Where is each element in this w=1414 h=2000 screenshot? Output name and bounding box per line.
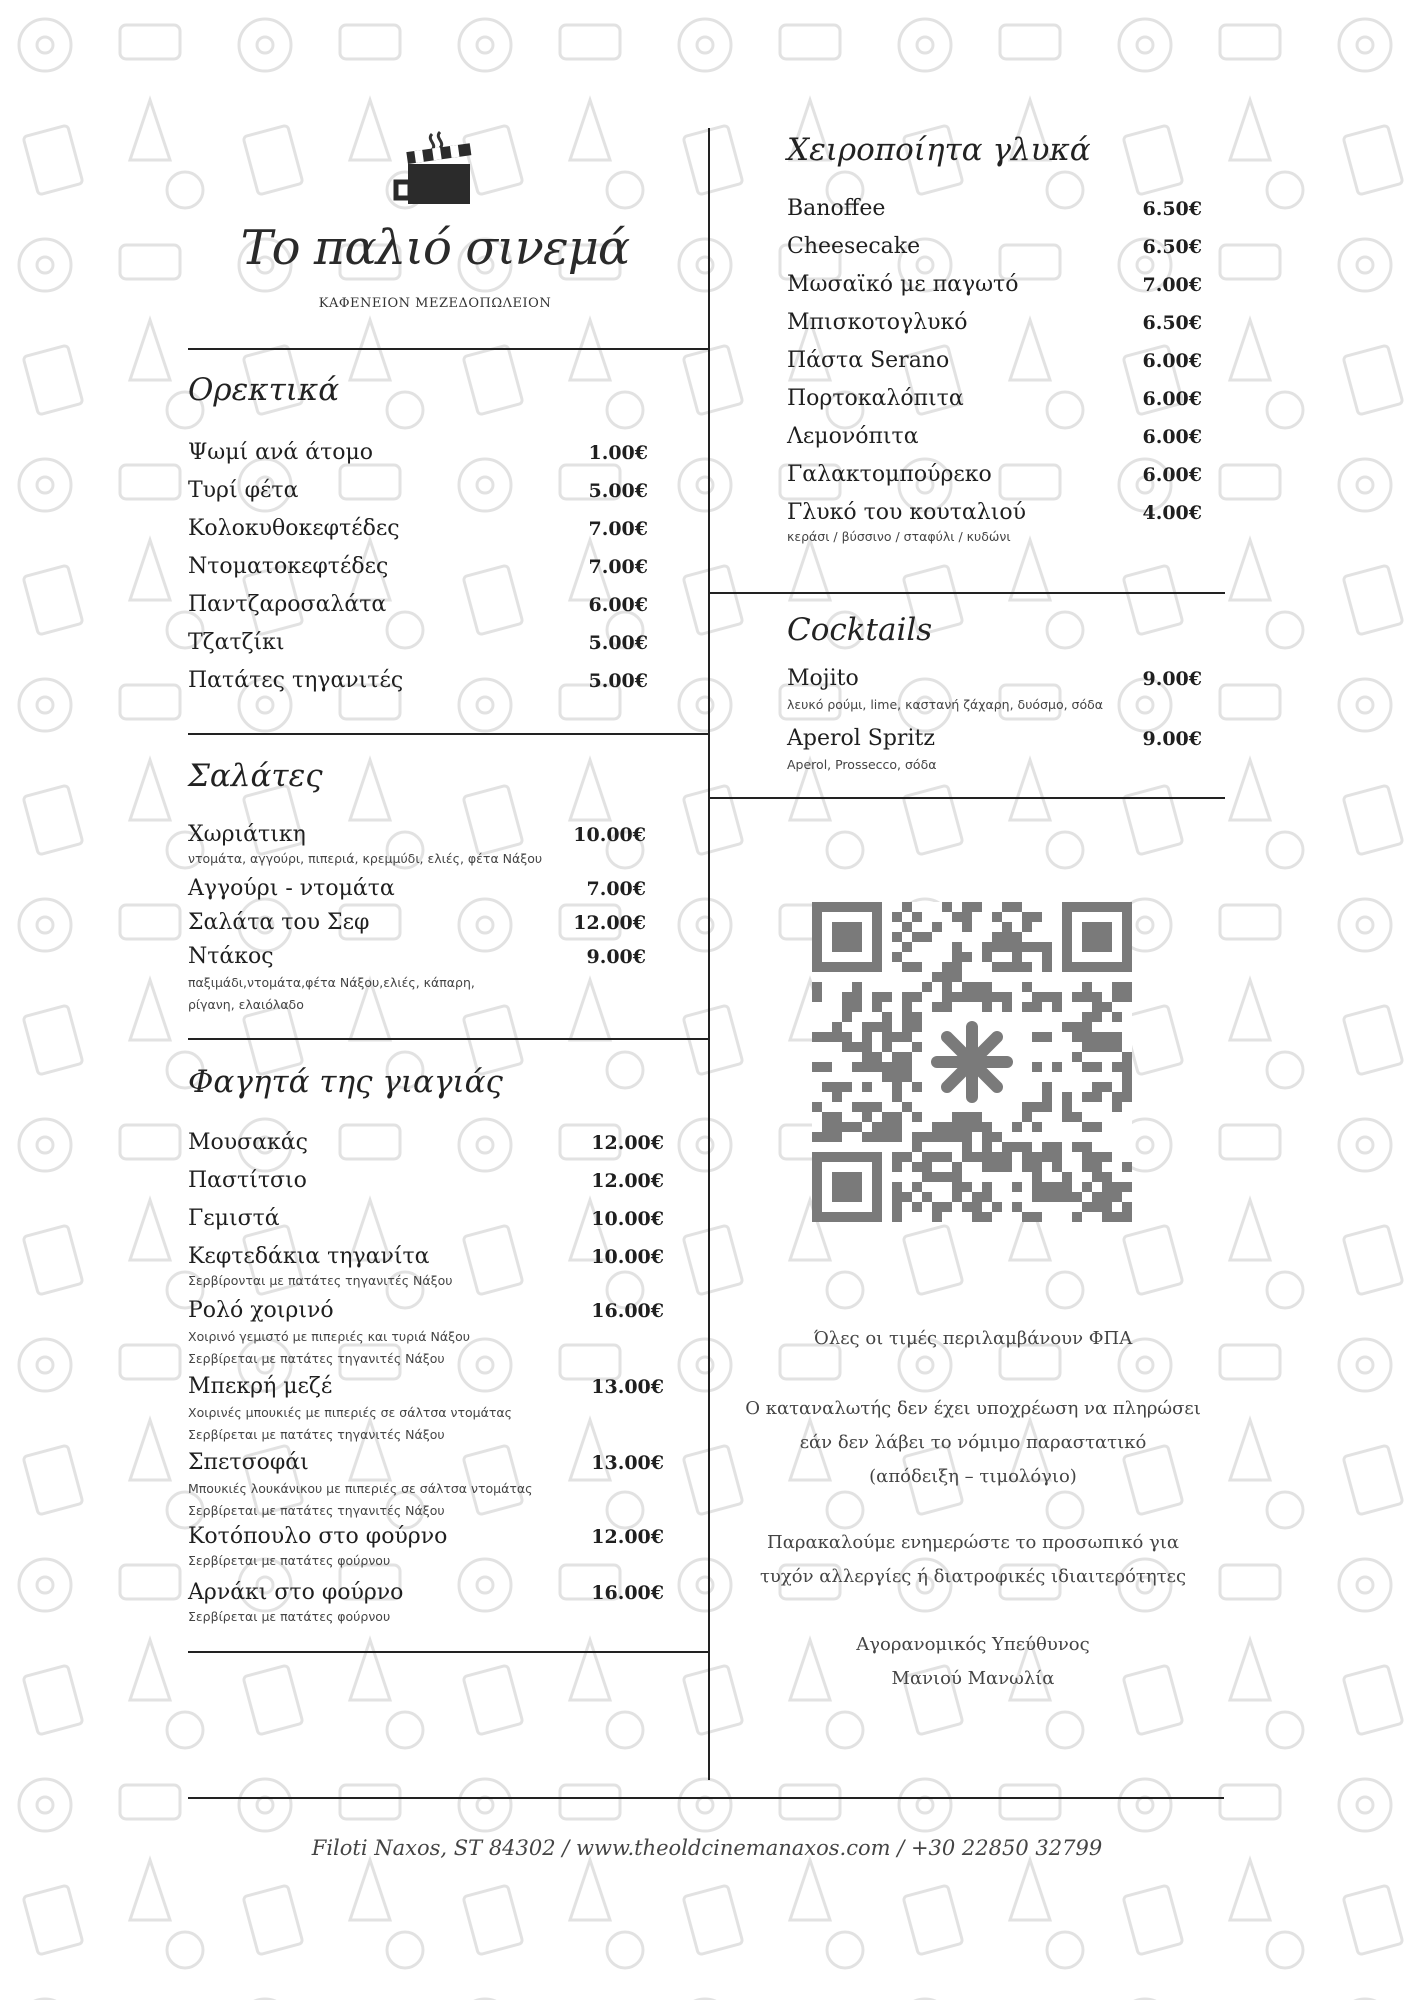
item-description: παξιμάδι,ντομάτα,φέτα Νάξου,ελιές, κάπαρη, <box>188 975 475 990</box>
qr-code[interactable] <box>812 902 1132 1222</box>
divider-giagia <box>188 1651 708 1653</box>
item-price: 13.00€ <box>591 1376 664 1398</box>
allergy-notice <box>708 1526 1238 1594</box>
item-price: 6.50€ <box>1142 236 1202 258</box>
item-name: Ντοματοκεφτέδες <box>188 554 389 579</box>
section-title-salates: Σαλάτες <box>188 758 323 794</box>
item-description: Σερβίρεται με πατάτες τηγανιτές Νάξου <box>188 1503 445 1518</box>
divider-orektika <box>188 733 708 735</box>
item-name: Πατάτες τηγανιτές <box>188 668 404 693</box>
item-description: κεράσι / βύσσινο / σταφύλι / κυδώνι <box>787 529 1011 544</box>
item-price: 9.00€ <box>1142 668 1202 690</box>
item-name: Πάστα Serano <box>787 348 950 373</box>
item-price: 10.00€ <box>591 1246 664 1268</box>
item-price: 16.00€ <box>591 1582 664 1604</box>
item-name: Παντζαροσαλάτα <box>188 592 387 617</box>
item-description: Μπουκιές λουκάνικου με πιπεριές σε σάλτσα ντομάτας <box>188 1481 533 1496</box>
divider-logo <box>188 348 708 350</box>
clapperboard-icon <box>380 130 490 210</box>
item-price: 16.00€ <box>591 1300 664 1322</box>
item-price: 12.00€ <box>573 912 646 934</box>
item-price: 6.50€ <box>1142 312 1202 334</box>
divider-footer <box>188 1797 1224 1799</box>
item-name: Παστίτσιο <box>188 1168 307 1193</box>
item-name: Αγγούρι - ντομάτα <box>188 876 395 901</box>
divider-cocktails <box>708 797 1225 799</box>
item-name: Κεφτεδάκια τηγανίτα <box>188 1244 430 1269</box>
footer-contact: Filoti Naxos, ST 84302 / www.theoldcinemanaxos.com / +30 22850 32799 <box>311 1836 1103 1860</box>
brand-subtitle: ΚΑΦΕΝΕΙΟΝ ΜΕΖΕΔΟΠΩΛΕΙΟΝ <box>318 296 552 311</box>
item-name: Τυρί φέτα <box>188 478 299 503</box>
notice-line: Παρακαλούμε ενημερώστε το προσωπικό για <box>767 1532 1179 1553</box>
item-price: 5.00€ <box>588 480 648 502</box>
item-name: Χωριάτικη <box>188 822 306 847</box>
item-name: Γλυκό του κουταλιού <box>787 500 1026 525</box>
divider-glyka <box>708 592 1225 594</box>
item-name: Ρολό χοιρινό <box>188 1298 334 1323</box>
notice-line: εάν δεν λάβει το νόμιμο παραστατικό <box>799 1432 1147 1453</box>
item-name: Πορτοκαλόπιτα <box>787 386 964 411</box>
brand-logo <box>230 130 640 330</box>
item-price: 4.00€ <box>1142 502 1202 524</box>
item-name: Αρνάκι στο φούρνο <box>188 1580 404 1605</box>
section-title-giagia: Φαγητά της γιαγιάς <box>188 1064 503 1100</box>
item-description: λευκό ρούμι, lime, καστανή ζάχαρη, δυόσμο, σόδα <box>787 697 1104 712</box>
item-name: Ψωμί ανά άτομο <box>188 440 374 465</box>
item-price: 7.00€ <box>586 878 646 900</box>
item-name: Κολοκυθοκεφτέδες <box>188 516 400 541</box>
item-price: 12.00€ <box>591 1132 664 1154</box>
notice-line: Ο καταναλωτής δεν έχει υποχρέωση να πληρώσει <box>745 1398 1201 1419</box>
item-price: 1.00€ <box>588 442 648 464</box>
item-price: 6.00€ <box>1142 388 1202 410</box>
item-price: 7.00€ <box>588 518 648 540</box>
item-name: Banoffee <box>787 196 886 221</box>
item-price: 10.00€ <box>573 824 646 846</box>
brand-name: Το παλιό σινεμά <box>240 220 630 276</box>
item-description: Σερβίρεται με πατάτες τηγανιτές Νάξου <box>188 1427 445 1442</box>
item-price: 6.00€ <box>588 594 648 616</box>
responsible-notice <box>708 1628 1238 1696</box>
item-name: Μπισκοτογλυκό <box>787 310 968 335</box>
item-price: 9.00€ <box>1142 728 1202 750</box>
item-description: Σερβίρονται με πατάτες τηγανιτές Νάξου <box>188 1273 453 1288</box>
item-name: Aperol Spritz <box>787 726 935 751</box>
item-price: 6.00€ <box>1142 464 1202 486</box>
item-description: ρίγανη, ελαιόλαδο <box>188 997 304 1012</box>
item-price: 7.00€ <box>588 556 648 578</box>
item-name: Cheesecake <box>787 234 921 259</box>
item-name: Σπετσοφάι <box>188 1450 309 1475</box>
item-price: 6.00€ <box>1142 426 1202 448</box>
item-name: Κοτόπουλο στο φούρνο <box>188 1524 448 1549</box>
item-description: Aperol, Prossecco, σόδα <box>787 757 937 772</box>
section-title-glyka: Χειροποίητα γλυκά <box>787 132 1091 168</box>
item-price: 12.00€ <box>591 1170 664 1192</box>
item-price: 5.00€ <box>588 632 648 654</box>
notice-line: Μανιού Μανωλία <box>891 1668 1055 1689</box>
divider-salates <box>188 1038 708 1040</box>
item-price: 12.00€ <box>591 1526 664 1548</box>
vat-notice: Όλες οι τιμές περιλαμβάνουν ΦΠΑ <box>813 1328 1133 1349</box>
notice-line: τυχόν αλλεργίες ή διατροφικές ιδιαιτερότητες <box>759 1566 1187 1587</box>
item-name: Σαλάτα του Σεφ <box>188 910 370 935</box>
notice-line: (απόδειξη – τιμολόγιο) <box>869 1466 1077 1487</box>
item-name: Μωσαϊκό με παγωτό <box>787 272 1019 297</box>
item-name: Λεμονόπιτα <box>787 424 919 449</box>
item-price: 7.00€ <box>1142 274 1202 296</box>
notice-line: Αγορανομικός Υπεύθυνος <box>856 1634 1090 1655</box>
item-name: Γαλακτομπούρεκο <box>787 462 992 487</box>
section-title-cocktails: Cocktails <box>787 612 933 648</box>
item-price: 10.00€ <box>591 1208 664 1230</box>
item-name: Μπεκρή μεζέ <box>188 1374 333 1399</box>
item-price: 5.00€ <box>588 670 648 692</box>
item-price: 13.00€ <box>591 1452 664 1474</box>
item-name: Mojito <box>787 666 859 691</box>
item-name: Ντάκος <box>188 944 274 969</box>
item-description: Χοιρινές μπουκιές με πιπεριές σε σάλτσα ντομάτας <box>188 1405 512 1420</box>
item-description: ντομάτα, αγγούρι, πιπεριά, κρεμμύδι, ελιές, φέτα Νάξου <box>188 851 543 866</box>
item-price: 6.50€ <box>1142 198 1202 220</box>
item-description: Σερβίρεται με πατάτες τηγανιτές Νάξου <box>188 1351 445 1366</box>
item-price: 9.00€ <box>586 946 646 968</box>
receipt-notice <box>708 1392 1238 1494</box>
section-title-orektika: Ορεκτικά <box>188 372 340 408</box>
item-description: Σερβίρεται με πατάτες φούρνου <box>188 1553 391 1568</box>
item-name: Γεμιστά <box>188 1206 280 1231</box>
item-name: Μουσακάς <box>188 1130 308 1155</box>
item-description: Χοιρινό γεμιστό με πιπεριές και τυριά Νάξου <box>188 1329 470 1344</box>
item-name: Τζατζίκι <box>188 630 285 655</box>
item-price: 6.00€ <box>1142 350 1202 372</box>
item-description: Σερβίρεται με πατάτες φούρνου <box>188 1609 391 1624</box>
